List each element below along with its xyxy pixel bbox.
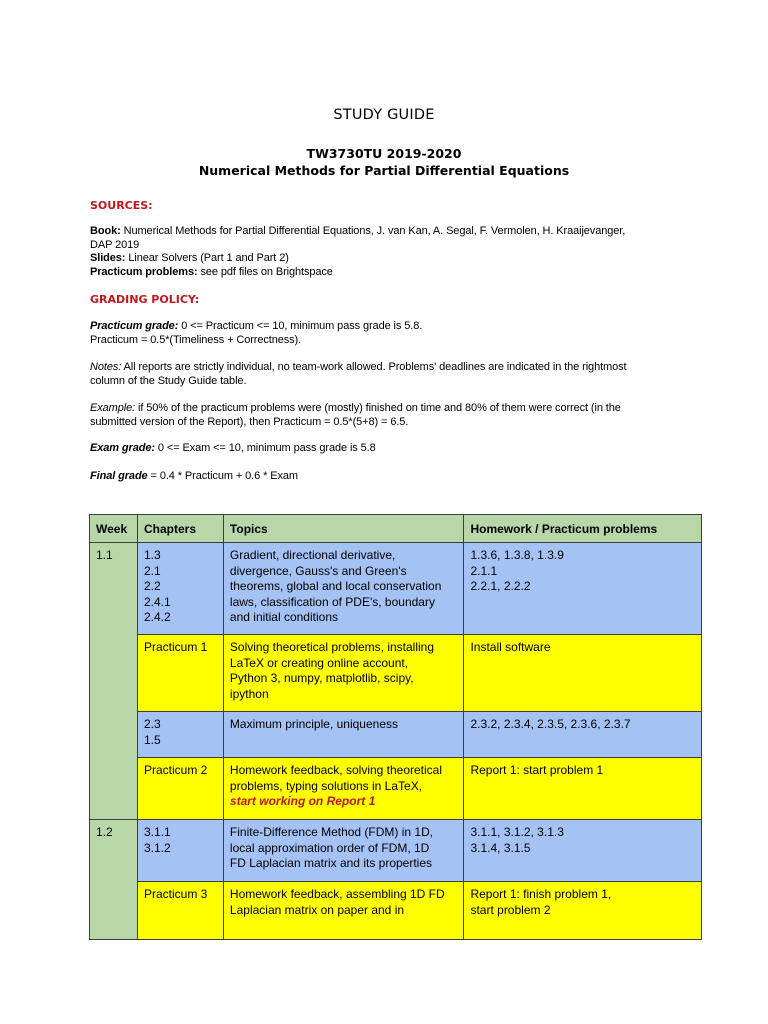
final-grade-line [90,470,680,484]
cell-text-line: 3.1.1, 3.1.2, 3.1.3 [470,825,564,839]
topics-cell [223,635,464,712]
cell-text-line: 2.2 [143,579,161,593]
cell-text-line: 2.1 [143,563,161,578]
homework-cell [464,882,702,940]
cell-text-line: Laplacian matrix on paper and in [229,902,405,917]
exam-grade-line [90,442,680,456]
cell-text-line: 1.3 [143,548,161,562]
chapters-cell [137,543,223,635]
example-text: if 50% of the practicum problems were (mostly) finished on time and 80% of them were correct (in the [135,402,621,414]
cell-text-line: ipython [229,686,269,701]
practicum-grade-text: 0 <= Practicum <= 10, minimum pass grade is 5.8. [178,320,423,332]
chapters-cell [137,820,223,882]
cell-text-line: Practicum 1 [143,640,208,654]
cell-text-line: 2.4.1 [143,594,171,609]
cell-text-line: 2.4.2 [143,610,171,624]
course-name: Numerical Methods for Partial Differential Equations [198,163,570,178]
exam-grade-label: Exam grade: [90,442,155,454]
cell-text-line: Homework feedback, solving theoretical [229,763,443,777]
topics-cell [223,712,464,758]
homework-cell [464,712,702,758]
cell-text-line: Practicum 2 [143,763,208,777]
practicum-grade-block [90,320,680,347]
slides-text: Linear Solvers (Part 1 and Part 2) [125,252,289,265]
cell-text-line: problems, typing solutions in LaTeX, [229,778,423,793]
cell-text-line: divergence, Gauss's and Green's [229,563,407,578]
homework-cell [464,543,702,635]
cell-text-line: Gradient, directional derivative, [229,548,396,562]
cell-text-line: Install software [470,640,551,654]
practicum-grade-label: Practicum grade: [90,320,179,332]
week-cell: 1.2 [90,820,138,940]
cell-text-line: LaTeX or creating online account, [229,655,409,670]
homework-cell [464,635,702,712]
header-topics: Topics [223,515,464,543]
notes-text-2: column of the Study Guide table. [90,374,247,387]
cell-text-line: 2.1.1 [470,563,498,578]
header-homework: Homework / Practicum problems [464,515,702,543]
table-row [90,712,702,758]
chapters-cell [137,758,223,820]
sources-heading: SOURCES: [90,199,153,212]
book-line-2: DAP 2019 [90,238,140,251]
cell-text-line: 3.1.2 [143,840,171,855]
table-row [90,882,702,940]
cell-text-line: Python 3, numpy, matplotlib, scipy, [229,671,414,685]
chapters-cell [137,712,223,758]
cell-text-line: Maximum principle, uniqueness [229,717,398,731]
study-guide-table [89,514,702,940]
document-title: STUDY GUIDE [333,107,435,123]
practicum-problems-label: Practicum problems: [90,265,198,278]
cell-text-line: local approximation order of FDM, 1D [229,840,430,855]
topics-cell [223,758,464,820]
cell-text-line: 3.1.4, 3.1.5 [470,840,531,855]
cell-text-line: 1.5 [143,732,161,747]
cell-text-line: Solving theoretical problems, installing [229,640,435,654]
example-block [90,402,680,429]
notes-block [90,361,680,388]
cell-text-line: Finite-Difference Method (FDM) in 1D, [229,825,434,839]
cell-text-line: Practicum 3 [143,887,208,901]
grading-heading: GRADING POLICY: [90,293,200,306]
homework-cell [464,820,702,882]
cell-text-line: Report 1: finish problem 1, [470,887,612,901]
week-cell: 1.1 [90,543,138,820]
topics-cell [223,820,464,882]
notes-text: All reports are strictly individual, no team-work allowed. Problems' deadlines are indicated in the rightmost [121,361,627,373]
book-text: Numerical Methods for Partial Differential Equations, J. van Kan, A. Segal, F. Vermolen, H. Kraaijevanger, [120,225,626,237]
table-row [90,820,702,882]
cell-text-line: 2.2.1, 2.2.2 [470,579,531,593]
chapters-cell [137,882,223,940]
cell-text-line: 3.1.1 [143,825,171,839]
header-week: Week [90,515,138,543]
cell-text-line: Homework feedback, assembling 1D FD [229,887,445,901]
table-header-row [90,515,702,543]
cell-text-line: 1.3.6, 1.3.8, 1.3.9 [470,548,564,562]
book-line [90,225,680,239]
cell-text-line: Report 1: start problem 1 [470,763,604,777]
practicum-problems-text: see pdf files on Brightspace [197,265,333,278]
example-text-2: submitted version of the Report), then Practicum = 0.5*(5+8) = 6.5. [90,415,409,428]
cell-text-line: 2.3.2, 2.3.4, 2.3.5, 2.3.6, 2.3.7 [470,717,631,731]
cell-text-line: and initial conditions [229,610,338,624]
notes-label: Notes: [90,361,122,373]
chapters-cell [137,635,223,712]
cell-text-line: theorems, global and local conservation [229,579,442,593]
exam-grade-text: 0 <= Exam <= 10, minimum pass grade is 5.8 [154,442,376,454]
slides-line [90,252,680,266]
table-row [90,635,702,712]
header-chapters: Chapters [137,515,223,543]
table-row [90,758,702,820]
report-1-emphasis: start working on Report 1 [229,794,376,808]
slides-label: Slides: [90,252,126,265]
practicum-problems-line [90,266,680,280]
course-code: TW3730TU 2019-2020 [306,146,462,161]
topics-cell [223,543,464,635]
final-grade-text: = 0.4 * Practicum + 0.6 * Exam [147,470,298,482]
sources-list [90,225,680,279]
cell-text-line: laws, classification of PDE's, boundary [229,594,435,609]
example-label: Example: [90,402,136,414]
cell-text-line: start problem 2 [470,902,551,917]
practicum-formula: Practicum = 0.5*(Timeliness + Correctness). [90,333,302,346]
final-grade-label: Final grade [90,470,148,482]
topics-cell [223,882,464,940]
homework-cell [464,758,702,820]
book-label: Book: [90,225,121,237]
cell-text-line: 2.3 [143,717,161,731]
cell-text-line: FD Laplacian matrix and its properties [229,856,433,870]
table-row [90,543,702,635]
